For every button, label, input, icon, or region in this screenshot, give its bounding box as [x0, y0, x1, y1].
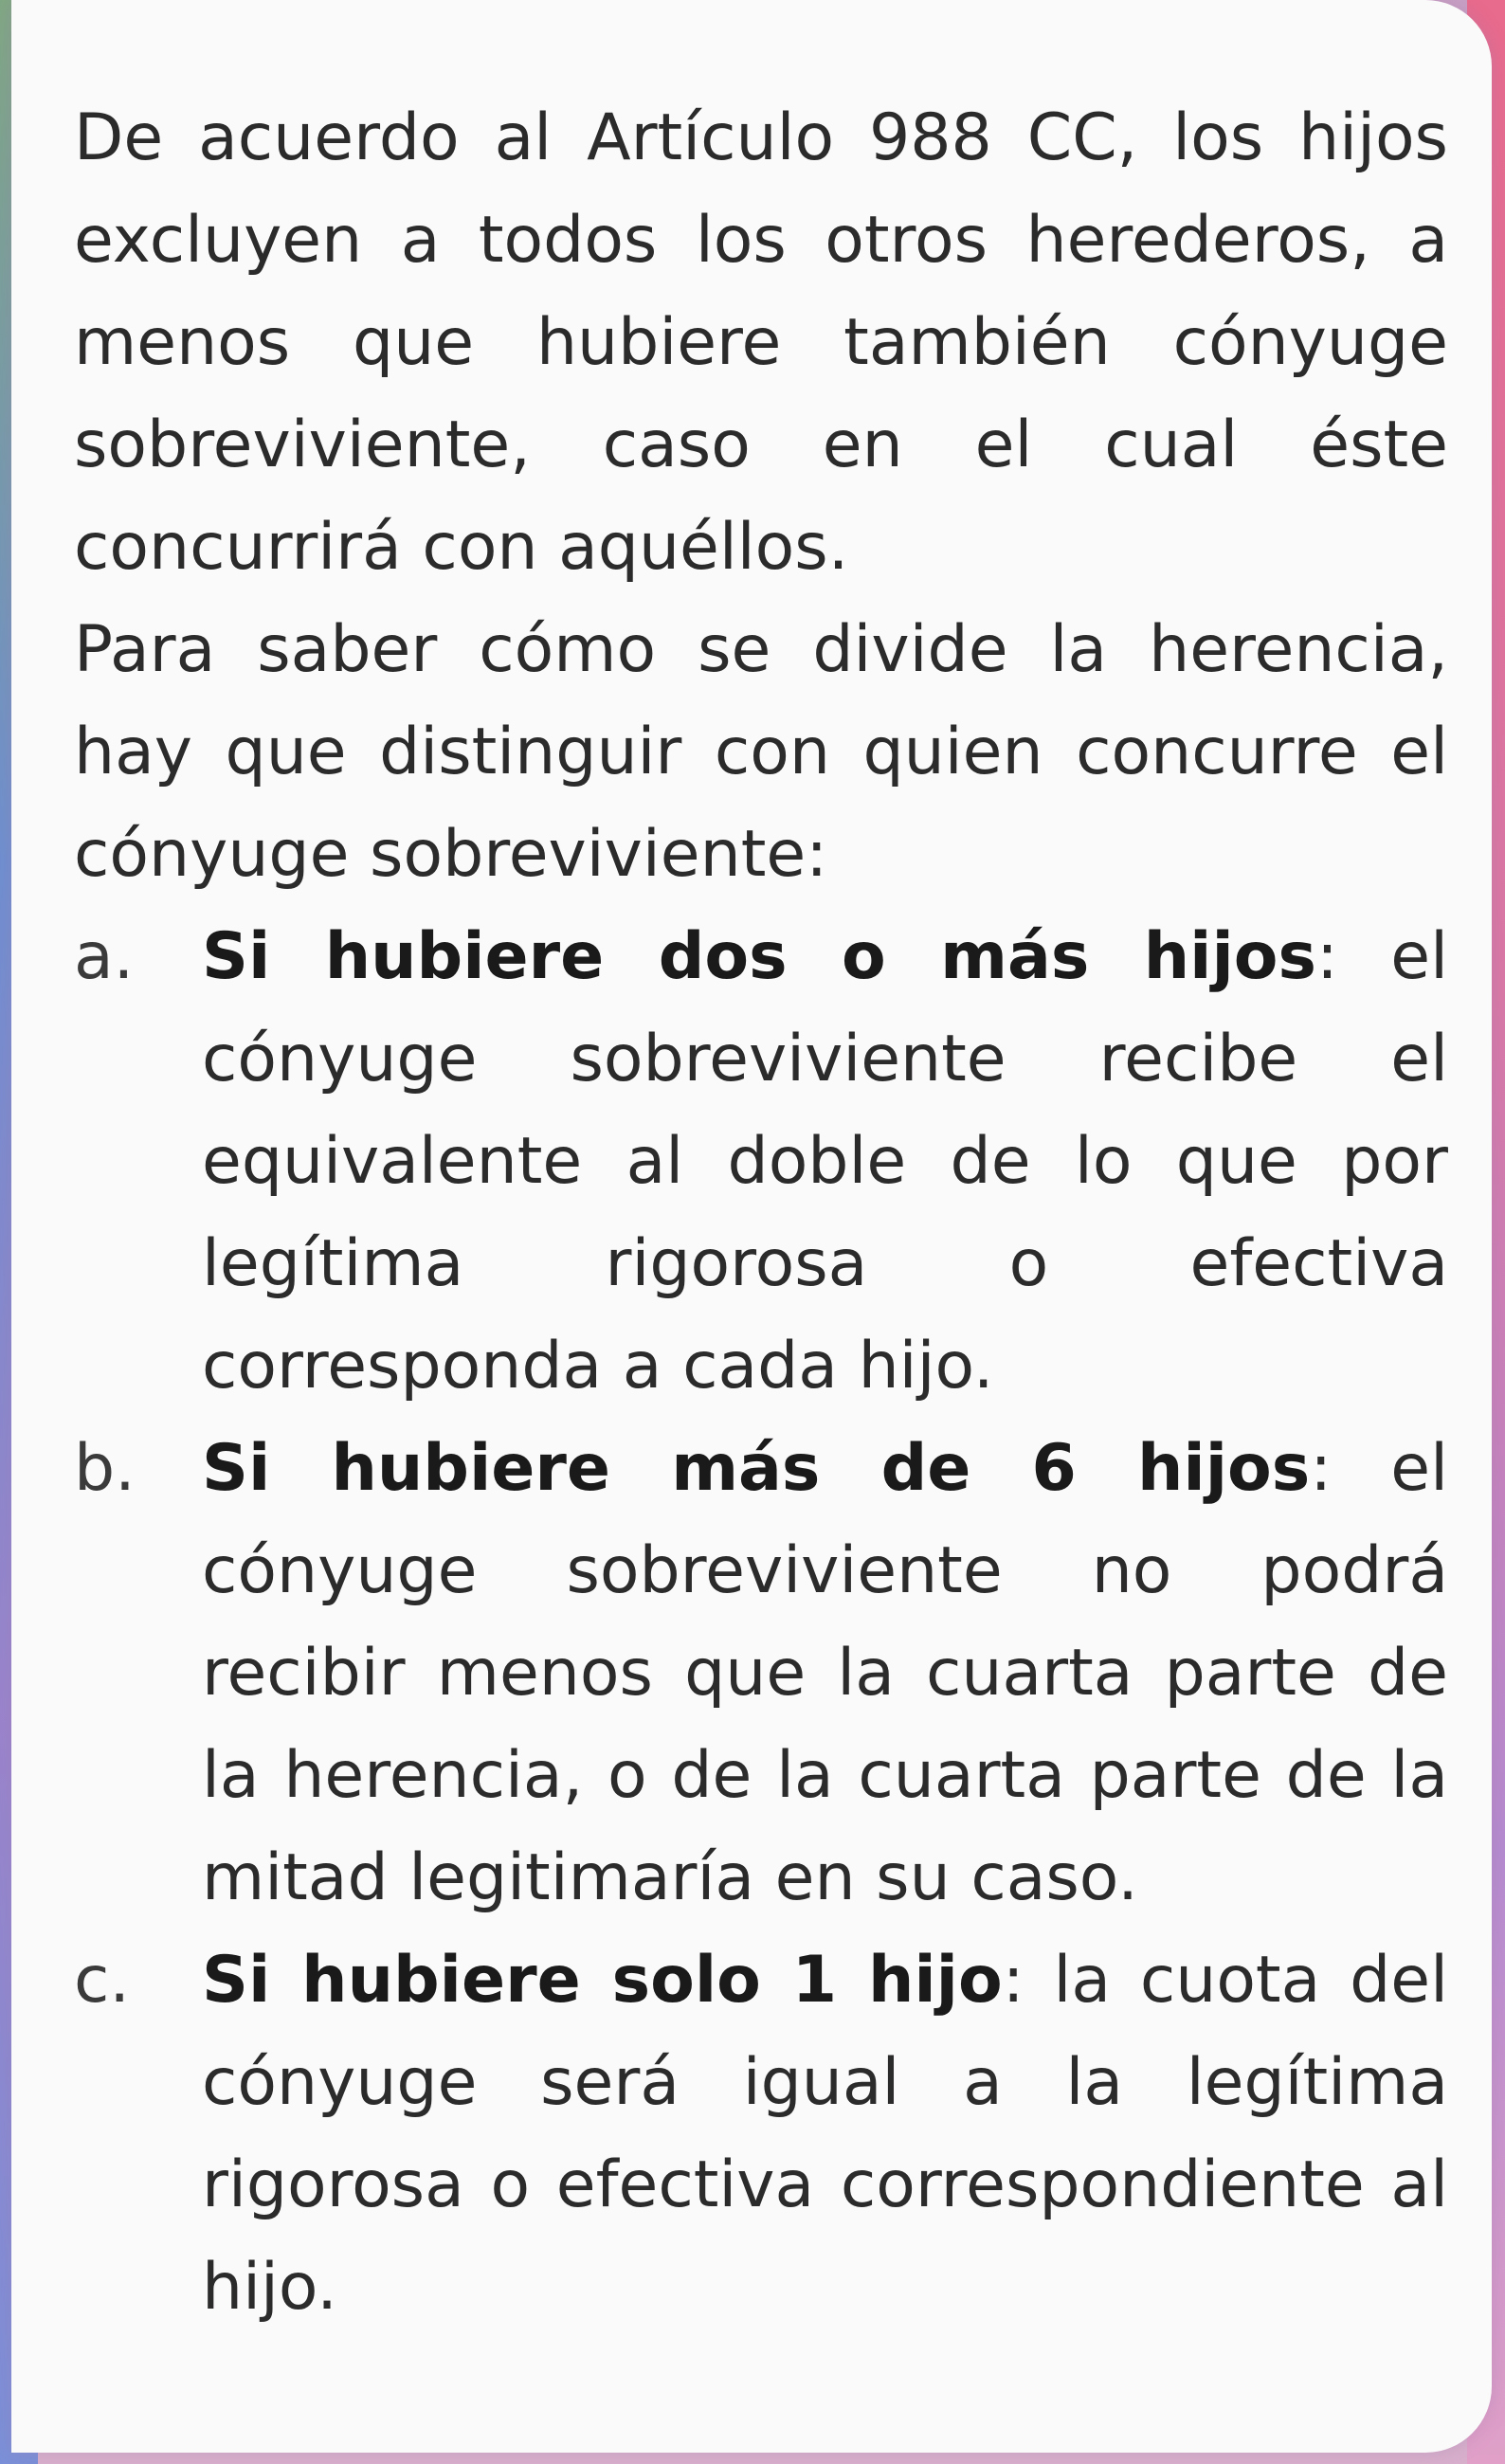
document-content [74, 87, 1448, 2339]
case-text: : el cónyuge sobreviviente recibe el equivalente al doble de lo que por legítima rigorosa o efectiva corresponda a cada hijo. [202, 919, 1449, 1404]
list-marker: b. [74, 1431, 136, 1506]
list-item-b [74, 1418, 1448, 1930]
intro-paragraph: De acuerdo al Artículo 988 CC, los hijos excluyen a todos los otros herederos, a menos que hubiere también cónyuge sobreviviente, caso en el cual éste concurrirá con aquéllos. [74, 100, 1448, 585]
list-marker: c. [74, 1943, 131, 2018]
document-card [11, 0, 1492, 2453]
case-heading: Si hubiere dos o más hijos [202, 919, 1316, 994]
division-paragraph: Para saber cómo se divide la herencia, hay que distinguir con quien concurre el cónyuge sobreviviente: [74, 612, 1448, 892]
case-text: : el cónyuge sobreviviente no podrá recibir menos que la cuarta parte de la herencia, o de la cuarta parte de la mitad legitimaría en su caso. [202, 1431, 1448, 1915]
inheritance-cases-list [74, 906, 1448, 2339]
case-heading: Si hubiere más de 6 hijos [202, 1431, 1311, 1506]
case-text: : la cuota del cónyuge será igual a la legítima rigorosa o efectiva correspondiente al hijo. [202, 1943, 1448, 2325]
list-item-a [74, 906, 1448, 1418]
list-marker: a. [74, 919, 135, 994]
list-item-c [74, 1930, 1448, 2339]
case-heading: Si hubiere solo 1 hijo [202, 1943, 1003, 2018]
